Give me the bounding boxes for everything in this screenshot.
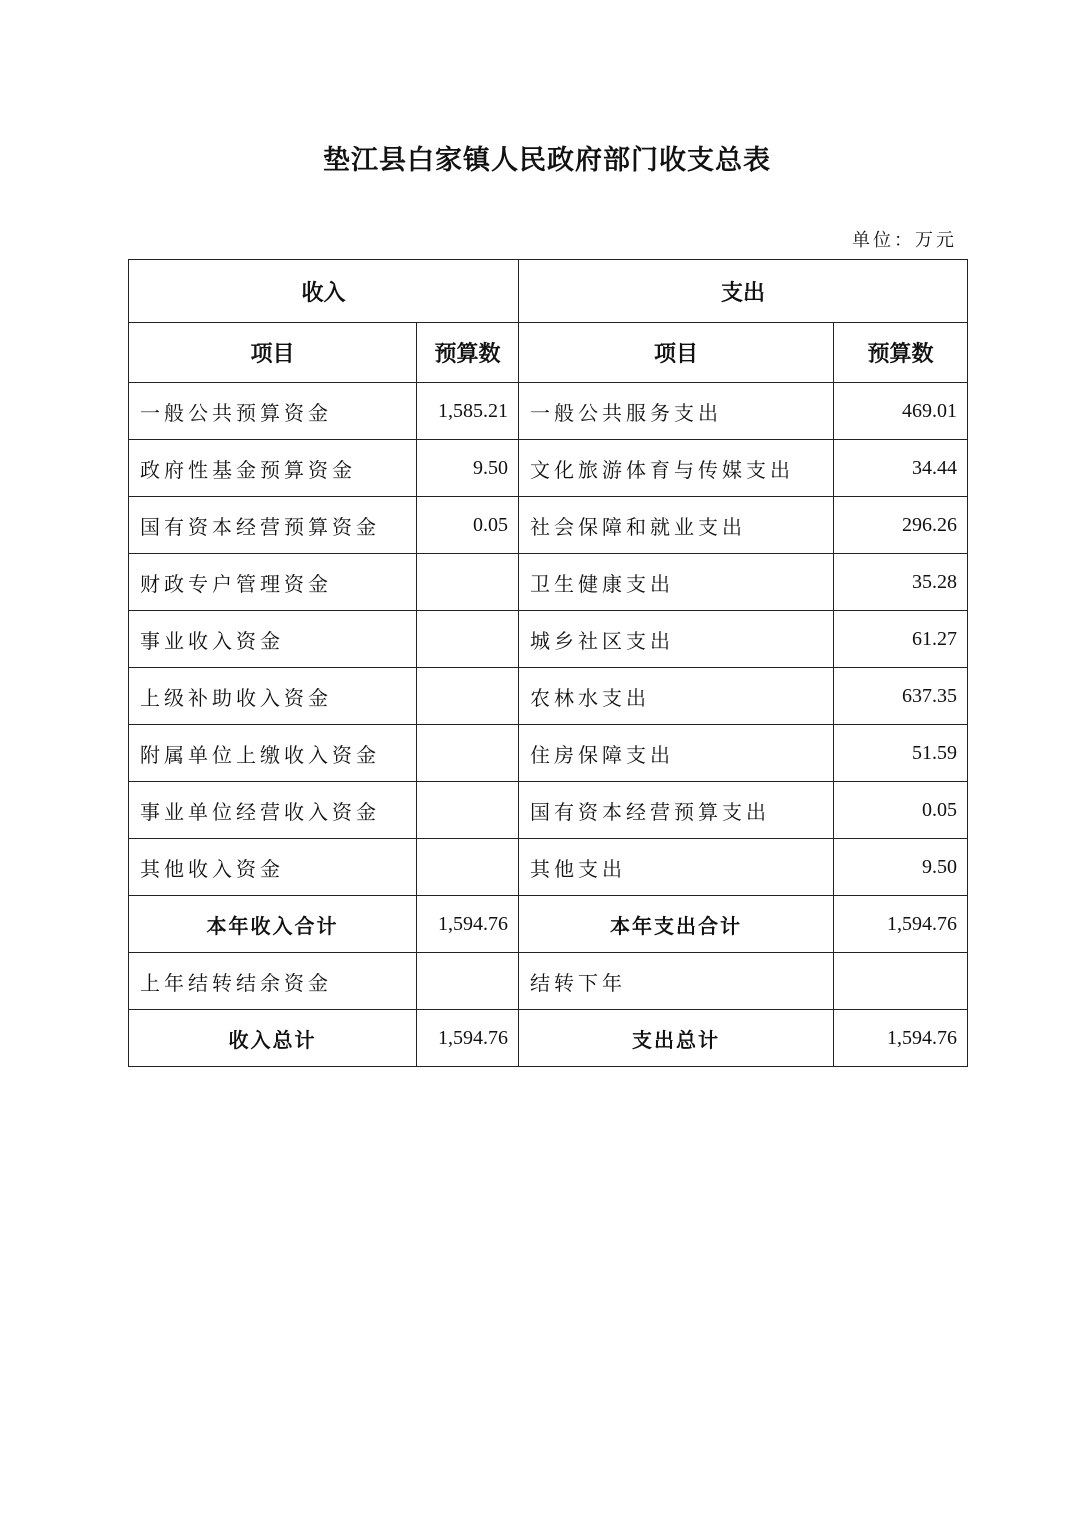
- income-item: 财政专户管理资金: [129, 554, 417, 611]
- expense-item: 社会保障和就业支出: [519, 497, 834, 554]
- expense-amount: 637.35: [834, 668, 968, 725]
- year-total-row: [129, 896, 968, 953]
- income-amount: [417, 611, 519, 668]
- expense-amount: 35.28: [834, 554, 968, 611]
- income-year-total-label: 本年收入合计: [129, 896, 417, 953]
- income-amount: 0.05: [417, 497, 519, 554]
- table-row: [129, 440, 968, 497]
- expense-carryover-item: 结转下年: [519, 953, 834, 1010]
- carryover-row: [129, 953, 968, 1010]
- income-amount: [417, 725, 519, 782]
- income-budget-header: 预算数: [417, 323, 519, 383]
- income-amount: 9.50: [417, 440, 519, 497]
- expense-item: 农林水支出: [519, 668, 834, 725]
- expense-amount: 61.27: [834, 611, 968, 668]
- table-row: [129, 725, 968, 782]
- expense-item-header: 项目: [519, 323, 834, 383]
- expense-item: 一般公共服务支出: [519, 383, 834, 440]
- expense-amount: 51.59: [834, 725, 968, 782]
- income-item: 政府性基金预算资金: [129, 440, 417, 497]
- income-amount: [417, 782, 519, 839]
- income-grand-total-label: 收入总计: [129, 1010, 417, 1067]
- income-amount: [417, 554, 519, 611]
- expense-item: 其他支出: [519, 839, 834, 896]
- section-header-row: [129, 260, 968, 323]
- expense-amount: 469.01: [834, 383, 968, 440]
- expense-amount: 296.26: [834, 497, 968, 554]
- column-header-row: [129, 323, 968, 383]
- expense-year-total-label: 本年支出合计: [519, 896, 834, 953]
- expense-amount: 9.50: [834, 839, 968, 896]
- expense-item: 住房保障支出: [519, 725, 834, 782]
- income-amount: [417, 839, 519, 896]
- table-row: [129, 839, 968, 896]
- expense-budget-header: 预算数: [834, 323, 968, 383]
- expense-item: 城乡社区支出: [519, 611, 834, 668]
- unit-label: 单位：万元: [852, 230, 957, 251]
- expense-grand-total-amount: 1,594.76: [834, 1010, 968, 1067]
- income-carryover-item: 上年结转结余资金: [129, 953, 417, 1010]
- income-item: 一般公共预算资金: [129, 383, 417, 440]
- income-year-total-amount: 1,594.76: [417, 896, 519, 953]
- income-header: 收入: [129, 260, 519, 323]
- expense-item: 国有资本经营预算支出: [519, 782, 834, 839]
- income-amount: 1,585.21: [417, 383, 519, 440]
- table-row: [129, 554, 968, 611]
- expense-item: 文化旅游体育与传媒支出: [519, 440, 834, 497]
- grand-total-row: [129, 1010, 968, 1067]
- income-item: 附属单位上缴收入资金: [129, 725, 417, 782]
- income-item: 事业单位经营收入资金: [129, 782, 417, 839]
- table-row: [129, 383, 968, 440]
- expense-item: 卫生健康支出: [519, 554, 834, 611]
- table-row: [129, 497, 968, 554]
- expense-header: 支出: [519, 260, 968, 323]
- expense-year-total-amount: 1,594.76: [834, 896, 968, 953]
- page-title: 垫江县白家镇人民政府部门收支总表: [323, 145, 771, 176]
- income-grand-total-amount: 1,594.76: [417, 1010, 519, 1067]
- table-row: [129, 782, 968, 839]
- income-item: 其他收入资金: [129, 839, 417, 896]
- expense-grand-total-label: 支出总计: [519, 1010, 834, 1067]
- income-item: 上级补助收入资金: [129, 668, 417, 725]
- expense-carryover-amount: [834, 953, 968, 1010]
- expense-amount: 0.05: [834, 782, 968, 839]
- budget-table: [128, 259, 968, 1067]
- expense-amount: 34.44: [834, 440, 968, 497]
- income-item: 事业收入资金: [129, 611, 417, 668]
- table-body: [129, 260, 968, 1067]
- income-carryover-amount: [417, 953, 519, 1010]
- table-row: [129, 611, 968, 668]
- income-item: 国有资本经营预算资金: [129, 497, 417, 554]
- table-row: [129, 668, 968, 725]
- income-item-header: 项目: [129, 323, 417, 383]
- income-amount: [417, 668, 519, 725]
